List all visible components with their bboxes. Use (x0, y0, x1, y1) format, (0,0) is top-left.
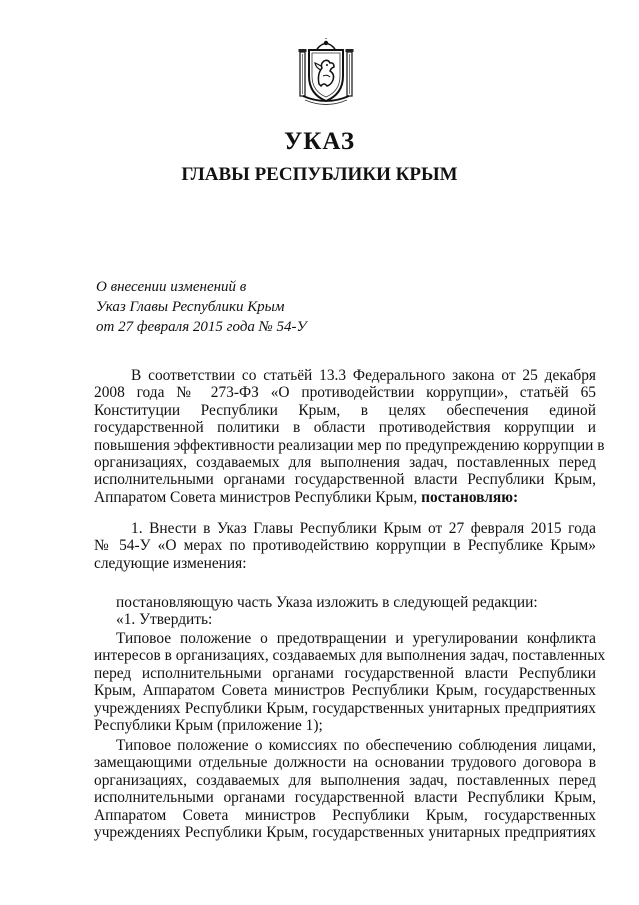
commissions-line: организациях, создаваемых для выполнения задач, поставленных перед (94, 771, 596, 789)
preamble-line: В соответствии со статьёй 13.3 Федерального закона от 25 декабря (131, 367, 596, 384)
preamble-line: исполнительными органами государственной власти Республики Крым, (94, 471, 596, 489)
conflict-line: Типовое положение о предотвращении и урегулировании конфликта (116, 630, 596, 647)
approve-line: «1. Утвердить: (116, 611, 213, 629)
subject-line: О внесении изменений в (96, 279, 247, 295)
change-block (94, 594, 596, 629)
document-title: УКАЗ (283, 128, 356, 155)
preamble-line: Конституции Республики Крым, в целях обеспечения единой (94, 401, 596, 419)
item-1-line: следующие изменения: (94, 554, 247, 572)
subject-line: от 27 февраля 2015 года № 54-У (96, 319, 307, 335)
item-1-line: 1. Внести в Указ Главы Республики Крым от 27 февраля 2015 года (131, 520, 596, 537)
conflict-paragraph (94, 630, 606, 735)
preamble-line: государственной политики в области противодействия коррупции и (94, 419, 596, 437)
preamble-paragraph (94, 367, 605, 506)
conflict-line: перед исполнительными органами государственной власти Республики (94, 664, 596, 682)
preamble-line: повышения эффективности реализации мер по предупреждению коррупции в (94, 436, 605, 454)
decree-word: постановляю: (421, 488, 519, 506)
commissions-paragraph (94, 737, 596, 841)
change-intro-line: постановляющую часть Указа изложить в следующей редакции: (116, 594, 538, 611)
commissions-line: Аппаратом Совета министров Республики Крым, государственных (94, 806, 596, 824)
commissions-line: замещающими отдельные должности на основании трудового договора в (94, 754, 596, 772)
preamble-last-line (94, 489, 596, 506)
preamble-line: 2008 года № 273-ФЗ «О противодействии коррупции», статьёй 65 (94, 384, 596, 402)
conflict-line: интересов в организациях, создаваемых для выполнения задач, поставленных (94, 647, 606, 665)
crimea-coat-of-arms-icon (297, 38, 355, 106)
commissions-line: Типовое положение о комиссиях по обеспечению соблюдения лицами, (116, 737, 596, 754)
conflict-line: Республики Крым (приложение 1); (94, 717, 323, 735)
commissions-line: исполнительными органами государственной власти Республики Крым, (94, 789, 596, 807)
item-1-paragraph (94, 520, 596, 572)
conflict-line: Крым, Аппаратом Совета министров Республики Крым, государственных (94, 682, 596, 700)
document-subtitle: ГЛАВЫ РЕСПУБЛИКИ КРЫМ (181, 164, 458, 185)
conflict-line: учреждениях Республики Крым, государственных унитарных предприятиях (94, 699, 596, 717)
preamble-line: организациях, создаваемых для выполнения задач, поставленных перед (94, 454, 596, 472)
preamble-line: Аппаратом Совета министров Республики Крым, (94, 488, 418, 506)
item-1-line: № 54-У «О мерах по противодействию коррупции в Республике Крым» (94, 537, 596, 555)
commissions-line: учреждениях Республики Крым, государственных унитарных предприятиях (94, 824, 596, 842)
subject-line: Указ Главы Республики Крым (96, 299, 285, 315)
subject-block (96, 277, 307, 337)
